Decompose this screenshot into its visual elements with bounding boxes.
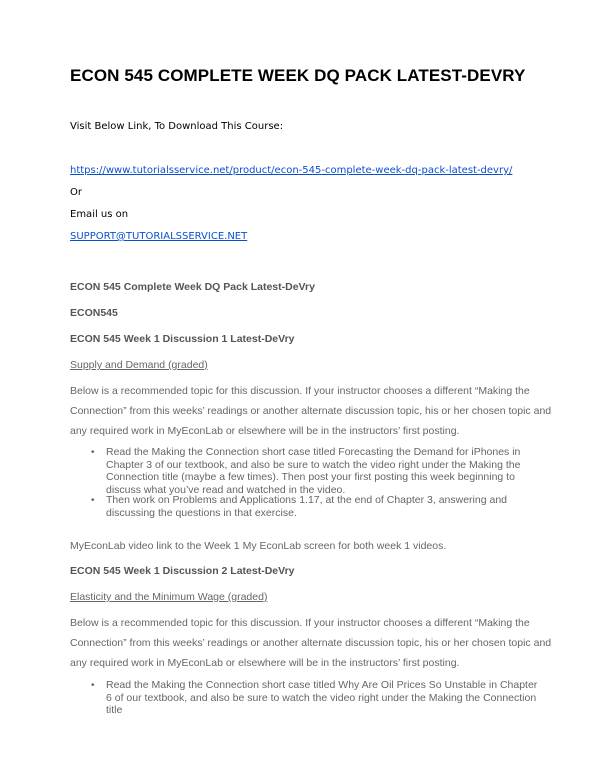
week1-d2-bullet: Read the Making the Connection short case titled Why Are Oil Prices So Unstable in Chapter 6 of our textbook, and also be sure to watch the video right under the Making the Connection title [106, 679, 538, 717]
week1-d1-bullet: Read the Making the Connection short case titled Forecasting the Demand for iPhones in Chapter 3 of our textbook, and also be sure to watch the video right under the Making the Connection title (maybe a few times). Then post your first posting this week beginning to discuss what you’ve read and watched in the video. [106, 446, 521, 496]
week1-d2-intro-line: any required work in MyEconLab or elsewhere will be in the instructors’ first posting. [70, 657, 460, 669]
week1-d2-intro-line: Connection” from this weeks’ readings or another alternate discussion topic, his or her chosen topic and [70, 637, 552, 649]
course-code-heading: ECON545 [70, 307, 118, 319]
week1-d2-intro-line: Below is a recommended topic for this discussion. If your instructor chooses a different “Making the [70, 617, 530, 629]
bullet-dot-icon: • [91, 447, 95, 458]
week1-discussion1-heading: ECON 545 Week 1 Discussion 1 Latest-DeVry [70, 333, 295, 345]
support-email-link[interactable]: SUPPORT@TUTORIALSSERVICE.NET [70, 231, 248, 242]
pack-heading: ECON 545 Complete Week DQ Pack Latest-DeVry [70, 281, 315, 293]
course-link[interactable]: https://www.tutorialsservice.net/product/econ-545-complete-week-dq-pack-latest-devry/ [70, 165, 513, 176]
visit-text: Visit Below Link, To Download This Course: [70, 121, 284, 132]
or-text: Or [70, 187, 82, 198]
page-title: ECON 545 COMPLETE WEEK DQ PACK LATEST-DEVRY [70, 66, 526, 85]
week1-discussion2-heading: ECON 545 Week 1 Discussion 2 Latest-DeVry [70, 565, 295, 577]
week1-d1-intro-line: any required work in MyEconLab or elsewhere will be in the instructors’ first posting. [70, 425, 460, 437]
week1-discussion1-topic: Supply and Demand (graded) [70, 359, 208, 371]
week1-d1-intro-line: Below is a recommended topic for this discussion. If your instructor chooses a different “Making the [70, 385, 530, 397]
video-note: MyEconLab video link to the Week 1 My EconLab screen for both week 1 videos. [70, 540, 447, 552]
email-text: Email us on [70, 209, 129, 220]
week1-discussion2-topic: Elasticity and the Minimum Wage (graded) [70, 591, 268, 603]
week1-d1-intro-line: Connection” from this weeks’ readings or another alternate discussion topic, his or her chosen topic and [70, 405, 552, 417]
bullet-dot-icon: • [91, 495, 95, 506]
bullet-dot-icon: • [91, 680, 95, 691]
week1-d1-bullet: Then work on Problems and Applications 1.17, at the end of Chapter 3, answering and discussing the questions in that exercise. [106, 494, 507, 519]
